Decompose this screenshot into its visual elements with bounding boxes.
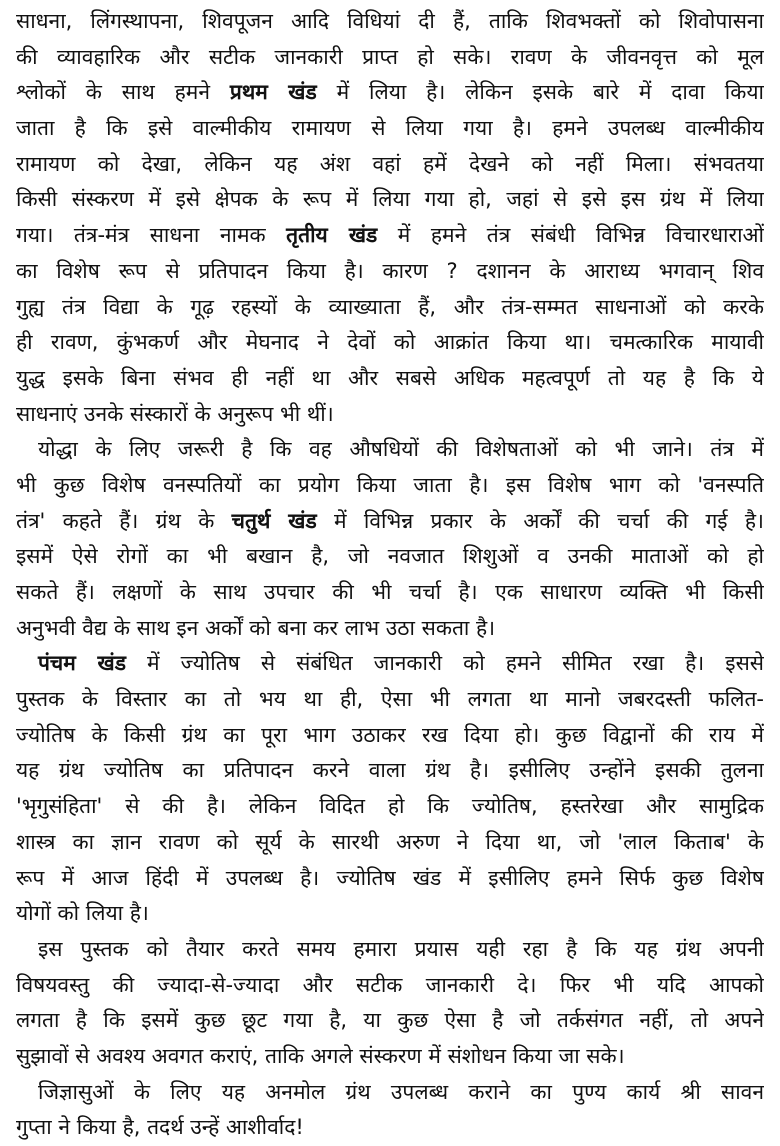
text-line xyxy=(16,682,764,718)
text-run: इसमें ऐसे रोगों का भी बखान है, जो नवजात शिशुओं व उनकी माताओं को हो xyxy=(16,544,764,569)
text-line xyxy=(16,40,764,76)
text-line xyxy=(16,218,764,254)
text-run: की व्यावहारिक और सटीक जानकारी प्राप्त हो सके। रावण के जीवनवृत्त को मूल xyxy=(16,44,764,69)
section-heading-bold: प्रथम खंड xyxy=(229,80,317,105)
text-line xyxy=(16,325,764,361)
text-line xyxy=(16,825,764,861)
paragraph xyxy=(16,932,764,1075)
text-line xyxy=(16,539,764,575)
text-run: इस पुस्तक को तैयार करते समय हमारा प्रयास यही रहा है कि यह ग्रंथ अपनी xyxy=(38,936,764,961)
text-run: का विशेष रूप से प्रतिपादन किया है। कारण ? दशानन के आराध्य भगवान् शिव xyxy=(16,258,764,283)
text-line xyxy=(16,789,764,825)
text-line xyxy=(16,968,764,1004)
text-run: ज्योतिष के किसी ग्रंथ का पूरा भाग उठाकर रख दिया हो। कुछ विद्वानों की राय में xyxy=(16,722,764,747)
text-run: में हमने तंत्र संबंधी विभिन्न विचारधाराओं xyxy=(377,223,764,248)
paragraph xyxy=(16,432,764,646)
text-run: में ज्योतिष से संबंधित जानकारी को हमने सीमित रखा है। इससे xyxy=(125,651,764,676)
text-run: सुझावों से अवश्य अवगत कराएं, ताकि अगले संस्करण में संशोधन किया जा सके। xyxy=(16,1043,625,1068)
text-run: रूप में आज हिंदी में उपलब्ध है। ज्योतिष खंड में इसीलिए हमने सिर्फ कुछ विशेष xyxy=(16,865,764,890)
text-line xyxy=(16,861,764,897)
text-line xyxy=(16,1039,764,1075)
text-line xyxy=(16,468,764,504)
text-run: किसी संस्करण में इसे क्षेपक के रूप में लिया गया हो, जहां से इसे इस ग्रंथ में लिया xyxy=(16,187,764,212)
text-line xyxy=(16,646,764,682)
text-run: ही रावण, कुंभकर्ण और मेघनाद ने देवों को आक्रांत किया था। चमत्कारिक मायावी xyxy=(16,330,764,355)
text-line xyxy=(16,182,764,218)
text-line xyxy=(16,1110,764,1146)
text-line xyxy=(16,432,764,468)
text-run: में विभिन्न प्रकार के अर्कों की चर्चा की गई है। xyxy=(316,508,764,533)
text-line xyxy=(16,1003,764,1039)
section-heading-bold: पंचम खंड xyxy=(38,651,126,676)
text-run: गया। तंत्र-मंत्र साधना नामक xyxy=(16,223,287,248)
text-run: रामायण को देखा, लेकिन यह अंश वहां हमें देखने को नहीं मिला। संभवतया xyxy=(16,151,764,176)
text-run: में लिया है। लेकिन इसके बारे में दावा किया xyxy=(316,80,764,105)
text-line xyxy=(16,397,764,433)
text-line xyxy=(16,575,764,611)
text-run: विषयवस्तु की ज्यादा-से-ज्यादा और सटीक जानकारी दे। फिर भी यदि आपको xyxy=(16,972,764,997)
text-line xyxy=(16,75,764,111)
text-line xyxy=(16,896,764,932)
text-line xyxy=(16,254,764,290)
text-run: जाता है कि इसे वाल्मीकीय रामायण से लिया गया है। हमने उपलब्ध वाल्मीकीय xyxy=(16,116,764,141)
text-run: साधनाएं उनके संस्कारों के अनुरूप भी थीं। xyxy=(16,401,334,426)
text-run: शास्त्र का ज्ञान रावण को सूर्य के सारथी अरुण ने दिया था, जो 'लाल किताब' के xyxy=(16,829,764,854)
document-page xyxy=(16,0,764,1146)
text-line xyxy=(16,1075,764,1111)
text-run: युद्ध इसके बिना संभव ही नहीं था और सबसे अधिक महत्वपूर्ण तो यह है कि ये xyxy=(16,365,764,390)
text-run: लगता है कि इसमें कुछ छूट गया है, या कुछ ऐसा है जो तर्कसंगत नहीं, तो अपने xyxy=(16,1008,764,1033)
text-run: भी कुछ विशेष वनस्पतियों का प्रयोग किया जाता है। इस विशेष भाग को 'वनस्पति xyxy=(16,472,764,497)
text-run: गुप्ता ने किया है, तदर्थ उन्हें आशीर्वाद! xyxy=(16,1115,304,1140)
text-run: योगों को लिया है। xyxy=(16,901,149,926)
text-line xyxy=(16,290,764,326)
text-run: श्लोकों के साथ हमने xyxy=(16,80,230,105)
text-line xyxy=(16,111,764,147)
section-heading-bold: तृतीय खंड xyxy=(286,223,378,248)
paragraph xyxy=(16,4,764,432)
paragraph xyxy=(16,646,764,932)
text-line xyxy=(16,147,764,183)
section-heading-bold: चतुर्थ खंड xyxy=(231,508,317,533)
paragraph xyxy=(16,1075,764,1146)
text-run: अनुभवी वैद्य के साथ इन अर्कों को बना कर लाभ उठा सकता है। xyxy=(16,615,496,640)
text-run: योद्धा के लिए जरूरी है कि वह औषधियों की विशेषताओं को भी जाने। तंत्र में xyxy=(38,437,764,462)
text-run: सकते हैं। लक्षणों के साथ उपचार की भी चर्चा है। एक साधारण व्यक्ति भी किसी xyxy=(16,580,764,604)
text-run: यह ग्रंथ ज्योतिष का प्रतिपादन करने वाला ग्रंथ है। इसीलिए उन्होंने इसकी तुलना xyxy=(16,758,764,783)
text-run: 'भृगुसंहिता' से की है। लेकिन विदित हो कि ज्योतिष, हस्तरेखा और सामुद्रिक xyxy=(16,794,764,819)
text-line xyxy=(16,4,764,40)
text-line xyxy=(16,504,764,540)
text-line xyxy=(16,932,764,968)
text-run: साधना, लिंगस्थापना, शिवपूजन आदि विधियां दी हैं, ताकि शिवभक्तों को शिवोपासना xyxy=(16,9,764,33)
text-line xyxy=(16,753,764,789)
text-run: तंत्र' कहते हैं। ग्रंथ के xyxy=(16,508,232,533)
body-text xyxy=(16,4,764,1146)
text-run: जिज्ञासुओं के लिए यह अनमोल ग्रंथ उपलब्ध कराने का पुण्य कार्य श्री सावन xyxy=(38,1079,764,1104)
text-line xyxy=(16,611,764,647)
text-run: गुह्य तंत्र विद्या के गूढ़ रहस्यों के व्याख्याता हैं, और तंत्र-सम्मत साधनाओं को करके xyxy=(16,294,764,319)
text-run: पुस्तक के विस्तार का तो भय था ही, ऐसा भी लगता था मानो जबरदस्ती फलित- xyxy=(16,687,764,712)
text-line xyxy=(16,718,764,754)
text-line xyxy=(16,361,764,397)
